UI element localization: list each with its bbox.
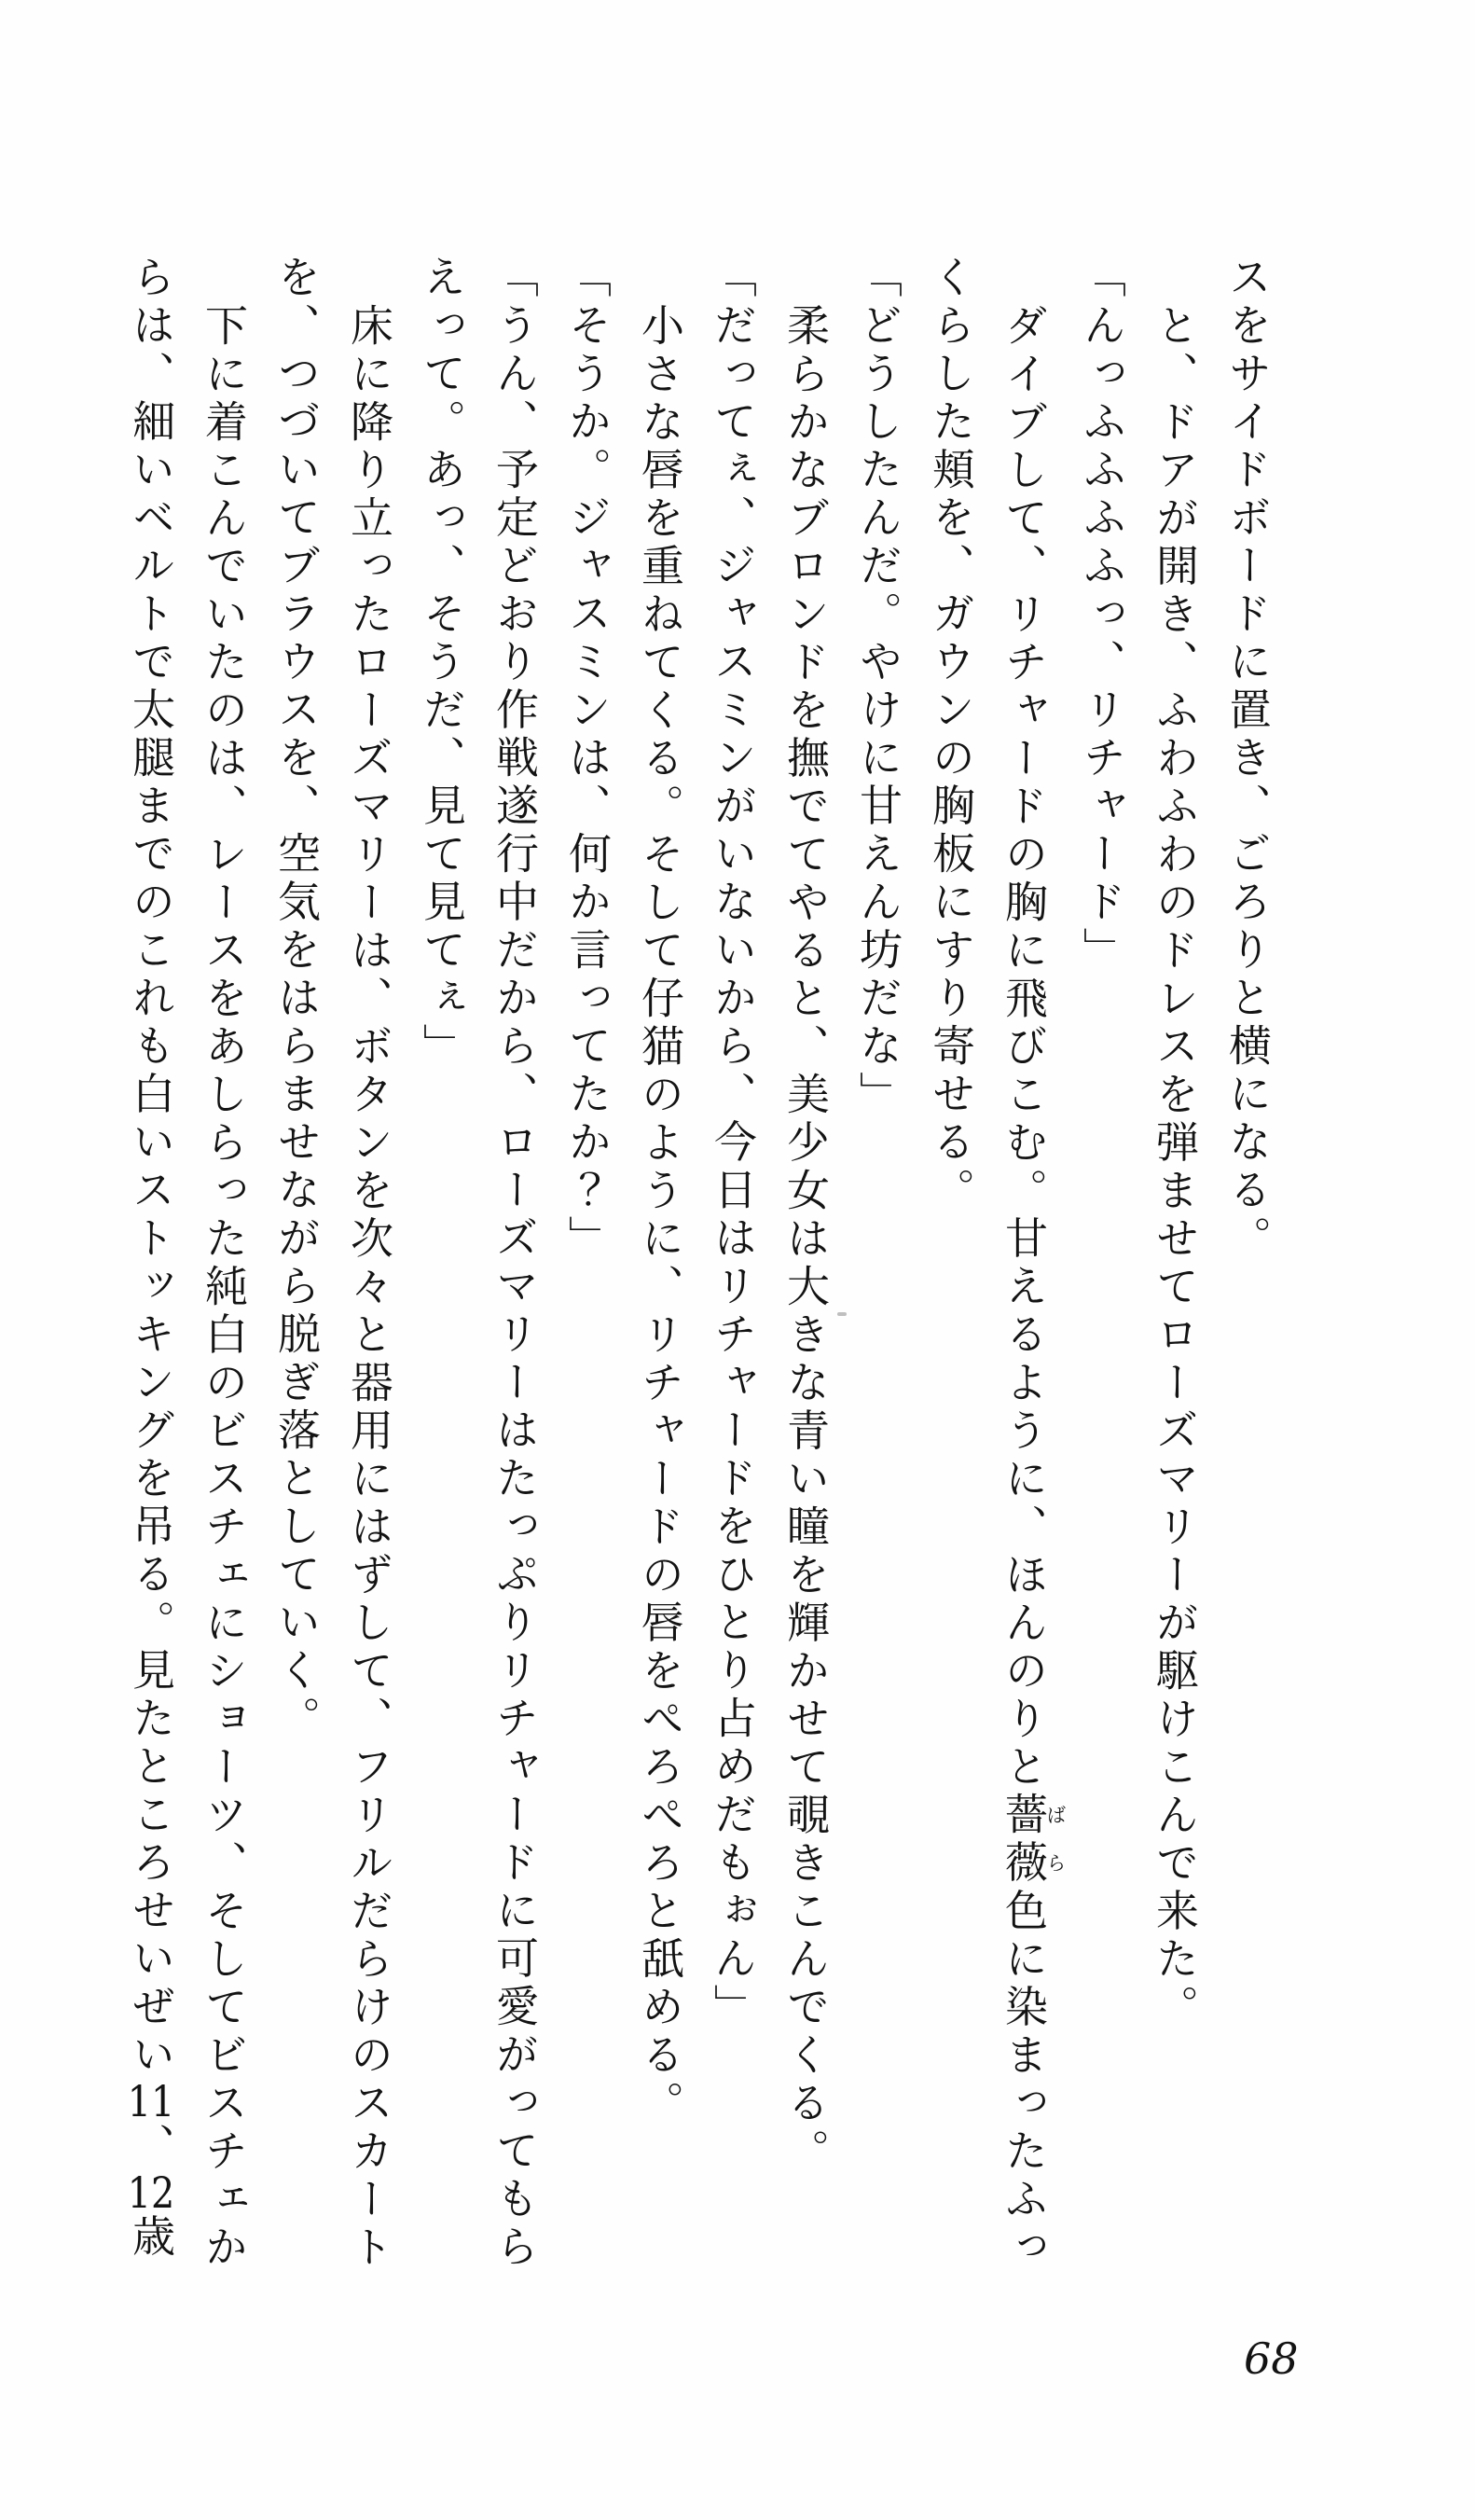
text-line: 「んっふふふふっ、リチャード」 (1077, 255, 1127, 976)
scan-speck (837, 1312, 847, 1316)
text-line: 「どうしたんだ。やけに甘えん坊だな」 (853, 255, 903, 1119)
furigana: ばら (1044, 1792, 1067, 1888)
text-line: 「だってぇ、ジャスミンがいないから、今日はリチャードをひとり占めだもぉん」 (708, 255, 758, 2032)
text-line: 「うん、予定どおり作戦遂行中だから、ローズマリーはたっぷりリチャードに可愛がってもら (489, 255, 540, 2272)
ruby-word: 薔薇ばら (999, 1792, 1067, 1888)
page-number: 68 (1244, 2333, 1299, 2384)
text-line: スをサイドボードに置き、ごろりと横になる。 (1222, 255, 1273, 1264)
text-line: と、ドアが開き、ふわふわのドレスを弾ませてローズマリーが駆けこんで来た。 (1150, 302, 1200, 2032)
text-line: 床に降り立ったローズマリーは、ボタンを次々と器用にはずして、フリルだらけのスカート (344, 302, 394, 2272)
text-line: えって。あっ、そうだ、見て見てぇ」 (417, 255, 467, 1072)
text-line: 柔らかなブロンドを撫でてやると、美少女は大きな青い瞳を輝かせて覗きこんでくる。 (780, 302, 831, 2176)
text-line: ダイブして、リチャードの胸に飛びこむ。甘えるように、ほんのりと薔薇ばら色に染まったふっ (999, 302, 1067, 2272)
text-line: 下に着こんでいたのは、レースをあしらった純白のビスチェにショーツ、そしてビスチェか (199, 302, 249, 2272)
text-block (115, 255, 1284, 2292)
tcy-number: 11 (127, 2080, 175, 2123)
text-line: を、つづいてブラウスを、空気をはらませながら脱ぎ落としていく。 (271, 255, 322, 1744)
text-line: らは、細いベルトで太腿までのこれも白いストッキングを吊る。見たところせいぜい11、12歳 (126, 255, 176, 2262)
text-line: 「そうか。ジャスミンは、何か言ってたか？」 (562, 255, 613, 1264)
tcy-number: 12 (127, 2170, 175, 2214)
text-line: 小さな唇を重ねてくる。そして仔猫のように、リチャードの唇をぺろぺろと舐める。 (635, 302, 685, 2128)
text-line: くらした頬を、ガウンの胸板にすり寄せる。 (926, 255, 976, 1215)
